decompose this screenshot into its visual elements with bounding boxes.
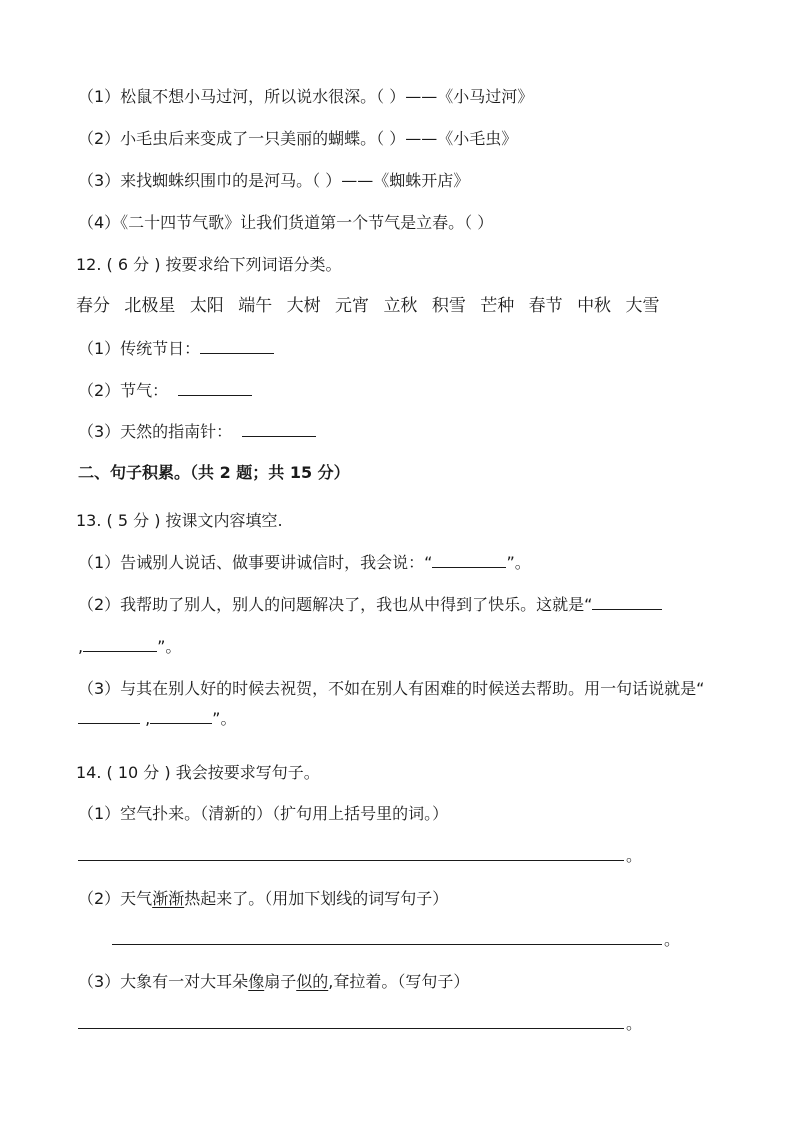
prompt-label: （3）天然的指南针：	[78, 422, 233, 441]
word-item: 北极星	[124, 296, 176, 316]
q13-item-3	[78, 674, 718, 734]
word-item: 立秋	[383, 296, 418, 316]
item-text: ”。	[212, 709, 237, 728]
word-item: 大雪	[625, 296, 660, 316]
word-item: 端午	[238, 296, 273, 316]
item-text: 热起来了。（用加下划线的词写句子）	[184, 889, 449, 908]
answer-line[interactable]	[78, 1028, 624, 1029]
item-text: （3）大象有一对大耳朵	[78, 972, 249, 991]
period-mark: 。	[626, 846, 643, 865]
item-text: ,	[78, 637, 84, 656]
item-text: 扇子	[264, 972, 297, 991]
answer-line[interactable]	[112, 944, 662, 945]
q11-item-1: （1）松鼠不想小马过河，所以说水很深。（ ）——《小马过河》	[78, 87, 534, 106]
word-item: 元宵	[335, 296, 370, 316]
q14-title: 14. ( 10 分 ) 我会按要求写句子。	[76, 763, 320, 782]
q13-item-1	[78, 552, 531, 574]
q14-item-3	[78, 971, 469, 993]
word-item: 积雪	[431, 296, 466, 316]
item-text: ”。	[157, 637, 182, 656]
q11-item-4: （4）《二十四节气歌》让我们货道第一个节气是立春。（ ）	[78, 213, 494, 232]
q12-prompt-1	[78, 338, 274, 360]
fill-blank[interactable]	[178, 381, 252, 396]
q11-item-2: （2）小毛虫后来变成了一只美丽的蝴蝶。（ ）——《小毛虫》	[78, 129, 518, 148]
section-heading: 二、句子积累。（共 2 题；共 15 分）	[78, 463, 350, 482]
item-text: （1）告诫别人说话、做事要讲诚信时，我会说：“	[78, 553, 433, 572]
fill-blank[interactable]	[242, 422, 316, 437]
fill-blank[interactable]	[150, 709, 212, 724]
q13-item-2	[78, 594, 662, 616]
underlined-word: 似的	[296, 972, 329, 991]
q14-item-1: （1）空气扑来。（清新的）（扩句用上括号里的词。）	[78, 804, 449, 823]
q12-title: 12. ( 6 分 ) 按要求给下列词语分类。	[76, 255, 342, 274]
q12-word-list	[76, 295, 668, 317]
q13-item-2-continued	[78, 636, 181, 658]
fill-blank[interactable]	[200, 339, 274, 354]
word-item: 春分	[76, 296, 110, 316]
q13-title: 13. ( 5 分 ) 按课文内容填空.	[76, 511, 283, 530]
prompt-label: （1）传统节日：	[78, 339, 201, 358]
answer-line[interactable]	[78, 860, 624, 861]
word-item: 大树	[286, 296, 321, 316]
underlined-word: 像	[248, 972, 265, 991]
word-item: 春节	[528, 296, 563, 316]
period-mark: 。	[664, 930, 681, 949]
prompt-label: （2）节气：	[78, 381, 169, 400]
q14-item-2	[78, 888, 448, 910]
item-text: （3）与其在别人好的时候去祝贺，不如在别人有困难的时候送去帮助。用一句话说就是“	[78, 679, 705, 698]
q12-prompt-3	[78, 421, 316, 443]
q12-prompt-2	[78, 380, 252, 402]
fill-blank[interactable]	[83, 637, 157, 652]
fill-blank[interactable]	[78, 709, 140, 724]
fill-blank[interactable]	[592, 595, 662, 610]
item-text: （2）天气	[78, 889, 153, 908]
fill-blank[interactable]	[432, 553, 506, 568]
item-text: ,耷拉着。（写句子）	[328, 972, 470, 991]
item-text: ”。	[506, 553, 531, 572]
item-text: ,	[140, 709, 151, 728]
word-item: 太阳	[189, 296, 224, 316]
word-item: 中秋	[577, 296, 612, 316]
q11-item-3: （3）来找蜘蛛织围巾的是河马。（ ）——《蜘蛛开店》	[78, 171, 470, 190]
word-item: 芒种	[480, 296, 515, 316]
underlined-word: 渐渐	[152, 889, 185, 908]
item-text: （2）我帮助了别人，别人的问题解决了，我也从中得到了快乐。这就是“	[78, 595, 593, 614]
period-mark: 。	[626, 1014, 643, 1033]
